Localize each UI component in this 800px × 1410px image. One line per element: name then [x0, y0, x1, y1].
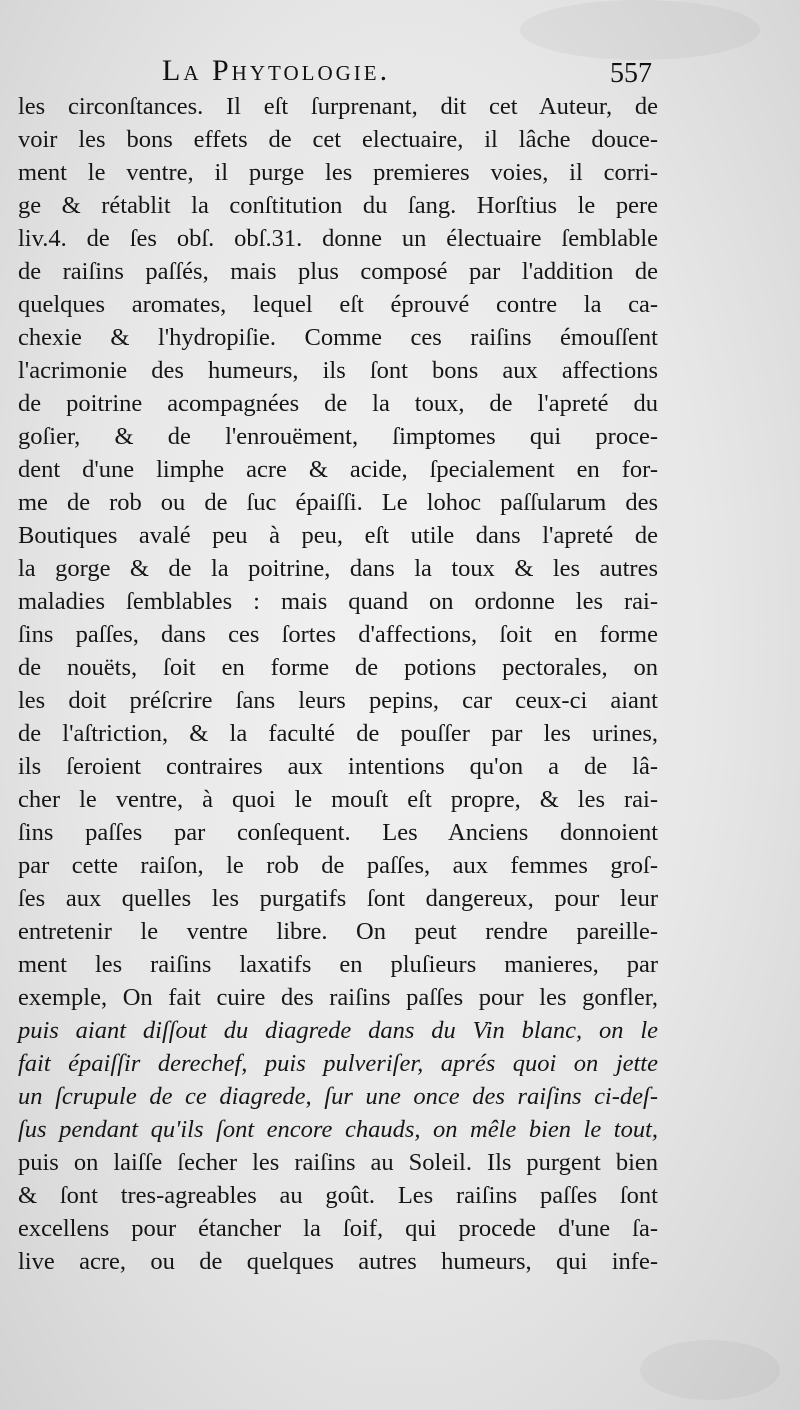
text-line: dent d'une limphe acre & acide, ſpecialement en for- — [18, 456, 658, 483]
text-line: cher le ventre, à quoi le mouſt eſt propre, & les rai- — [18, 786, 658, 813]
text-line: ge & rétablit la conſtitution du ſang. Horſtius le pere — [18, 192, 658, 219]
text-line-italic: un ſcrupule de ce diagrede, ſur une once des raiſins ci-deſ- — [18, 1083, 658, 1110]
text-line: maladies ſemblables : mais quand on ordonne les rai- — [18, 588, 658, 615]
text-line: liv.4. de ſes obſ. obſ.31. donne un électuaire ſemblable — [18, 225, 658, 252]
text-line: exemple, On fait cuire des raiſins paſſes pour les gonfler, — [18, 984, 658, 1011]
text-line: chexie & l'hydropiſie. Comme ces raiſins émouſſent — [18, 324, 658, 351]
paper-stain — [640, 1340, 780, 1400]
running-title: La Phytologie. — [162, 54, 391, 87]
text-line-italic: fait épaiſſir derechef, puis pulveriſer, aprés quoi on jette — [18, 1050, 658, 1077]
text-line: live acre, ou de quelques autres humeurs, qui infe- — [18, 1248, 658, 1275]
text-line: Boutiques avalé peu à peu, eſt utile dans l'apreté de — [18, 522, 658, 549]
text-line: quelques aromates, lequel eſt éprouvé contre la ca- — [18, 291, 658, 318]
paper-stain — [520, 0, 760, 60]
text-line: ils ſeroient contraires aux intentions qu'on a de lâ- — [18, 753, 658, 780]
text-line: puis on laiſſe ſecher les raiſins au Soleil. Ils purgent bien — [18, 1149, 658, 1176]
text-line: ſins paſſes par conſequent. Les Anciens donnoient — [18, 819, 658, 846]
body-text — [18, 90, 658, 1278]
text-line: de poitrine acompagnées de la toux, de l'apreté du — [18, 390, 658, 417]
text-line: voir les bons effets de cet electuaire, il lâche douce- — [18, 126, 658, 153]
text-line: goſier, & de l'enrouëment, ſimptomes qui proce- — [18, 423, 658, 450]
text-line: ſes aux quelles les purgatifs ſont dangereux, pour leur — [18, 885, 658, 912]
text-line: les circonſtances. Il eſt ſurprenant, dit cet Auteur, de — [18, 93, 658, 120]
text-line: ment le ventre, il purge les premieres voies, il corri- — [18, 159, 658, 186]
text-line: excellens pour étancher la ſoif, qui procede d'une ſa- — [18, 1215, 658, 1242]
text-line: la gorge & de la poitrine, dans la toux & les autres — [18, 555, 658, 582]
text-line: par cette raiſon, le rob de paſſes, aux femmes groſ- — [18, 852, 658, 879]
text-line-italic: ſus pendant qu'ils ſont encore chauds, on mêle bien le tout, — [18, 1116, 658, 1143]
text-line-italic: puis aiant diſſout du diagrede dans du Vin blanc, on le — [18, 1017, 658, 1044]
text-line: entretenir le ventre libre. On peut rendre pareille- — [18, 918, 658, 945]
page-number: 557 — [610, 58, 652, 89]
text-line: l'acrimonie des humeurs, ils ſont bons aux affections — [18, 357, 658, 384]
text-line: ſins paſſes, dans ces ſortes d'affections, ſoit en forme — [18, 621, 658, 648]
text-line: & ſont tres-agreables au goût. Les raiſins paſſes ſont — [18, 1182, 658, 1209]
text-line: ment les raiſins laxatifs en pluſieurs manieres, par — [18, 951, 658, 978]
text-line: de l'aſtriction, & la faculté de pouſſer par les urines, — [18, 720, 658, 747]
text-line: de raiſins paſſés, mais plus composé par l'addition de — [18, 258, 658, 285]
text-line: les doit préſcrire ſans leurs pepins, car ceux-ci aiant — [18, 687, 658, 714]
text-line: de nouëts, ſoit en forme de potions pectorales, on — [18, 654, 658, 681]
text-line: me de rob ou de ſuc épaiſſi. Le lohoc paſſularum des — [18, 489, 658, 516]
